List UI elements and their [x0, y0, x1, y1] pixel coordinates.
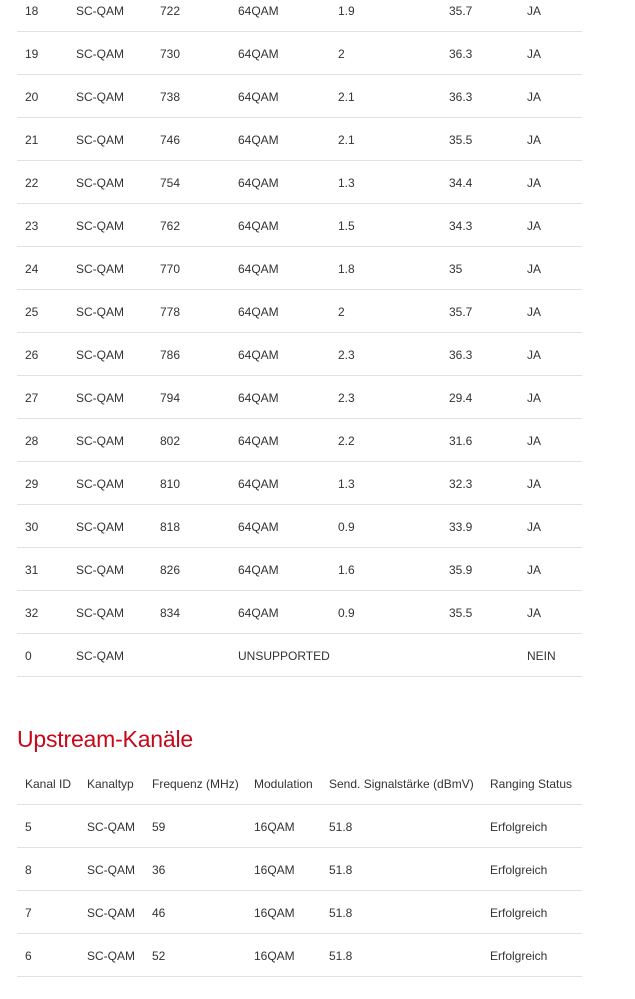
cell-modulation: 64QAM [238, 4, 279, 18]
cell-frequenz: 59 [152, 820, 166, 834]
cell-modulation: 64QAM [238, 305, 279, 319]
cell-kanal-id: 29 [25, 477, 39, 491]
cell-leistung: 0.9 [338, 606, 355, 620]
cell-frequenz: 746 [160, 133, 181, 147]
cell-frequenz: 778 [160, 305, 181, 319]
cell-locked: JA [527, 563, 542, 577]
cell-kanaltyp: SC-QAM [76, 90, 124, 104]
header-modulation: Modulation [254, 777, 313, 791]
cell-kanaltyp: SC-QAM [87, 863, 135, 877]
cell-frequenz: 802 [160, 434, 181, 448]
cell-modulation: 16QAM [254, 949, 295, 963]
header-kanal-id: Kanal ID [25, 777, 72, 791]
cell-leistung: 2.3 [338, 348, 355, 362]
cell-locked: JA [527, 305, 542, 319]
cell-kanaltyp: SC-QAM [76, 133, 124, 147]
cell-snr: 35.7 [449, 305, 473, 319]
cell-locked: JA [527, 520, 542, 534]
cell-kanal-id: 5 [25, 820, 32, 834]
cell-kanaltyp: SC-QAM [76, 4, 124, 18]
cell-kanaltyp: SC-QAM [76, 348, 124, 362]
table-row [17, 161, 582, 204]
cell-kanaltyp: SC-QAM [76, 176, 124, 190]
table-row [17, 333, 582, 376]
upstream-table-header [17, 762, 582, 805]
cell-modulation: 64QAM [238, 348, 279, 362]
cell-modulation: UNSUPPORTED [238, 649, 330, 663]
table-row [17, 290, 582, 333]
cell-snr: 34.4 [449, 176, 473, 190]
cell-frequenz: 36 [152, 863, 166, 877]
cell-locked: JA [527, 391, 542, 405]
cell-locked: JA [527, 262, 542, 276]
cell-kanaltyp: SC-QAM [87, 906, 135, 920]
cell-signalstaerke: 51.8 [329, 863, 353, 877]
table-row [17, 32, 582, 75]
cell-modulation: 64QAM [238, 176, 279, 190]
cell-frequenz: 722 [160, 4, 181, 18]
cell-frequenz: 52 [152, 949, 166, 963]
cell-modulation: 64QAM [238, 219, 279, 233]
cell-leistung: 0.9 [338, 520, 355, 534]
table-row [17, 634, 582, 677]
cell-locked: JA [527, 477, 542, 491]
cell-kanaltyp: SC-QAM [76, 434, 124, 448]
cell-kanaltyp: SC-QAM [76, 262, 124, 276]
cell-leistung: 2.1 [338, 133, 355, 147]
header-kanaltyp: Kanaltyp [87, 777, 134, 791]
table-row [17, 204, 582, 247]
cell-snr: 36.3 [449, 348, 473, 362]
cell-modulation: 16QAM [254, 906, 295, 920]
cell-kanal-id: 6 [25, 949, 32, 963]
cell-ranging-status: Erfolgreich [490, 820, 548, 834]
cell-kanal-id: 19 [25, 47, 39, 61]
cell-locked: JA [527, 4, 542, 18]
cell-modulation: 64QAM [238, 606, 279, 620]
cell-locked: JA [527, 219, 542, 233]
table-row [17, 419, 582, 462]
cell-frequenz: 810 [160, 477, 181, 491]
cell-kanal-id: 18 [25, 4, 39, 18]
table-row [17, 591, 582, 634]
cell-leistung: 1.3 [338, 176, 355, 190]
cell-kanal-id: 27 [25, 391, 39, 405]
cell-snr: 35.5 [449, 606, 473, 620]
cell-kanaltyp: SC-QAM [76, 477, 124, 491]
cell-modulation: 64QAM [238, 477, 279, 491]
header-signalstaerke: Send. Signalstärke (dBmV) [329, 777, 474, 791]
upstream-table [17, 762, 582, 977]
cell-modulation: 16QAM [254, 820, 295, 834]
header-ranging-status: Ranging Status [490, 777, 573, 791]
cell-signalstaerke: 51.8 [329, 949, 353, 963]
table-row [17, 848, 582, 891]
cell-locked: JA [527, 47, 542, 61]
table-row [17, 75, 582, 118]
cell-kanaltyp: SC-QAM [76, 391, 124, 405]
cell-leistung: 1.8 [338, 262, 355, 276]
table-row [17, 118, 582, 161]
cell-kanal-id: 30 [25, 520, 39, 534]
table-row [17, 805, 582, 848]
table-row [17, 0, 582, 32]
cell-signalstaerke: 51.8 [329, 820, 353, 834]
cell-frequenz: 46 [152, 906, 166, 920]
cell-snr: 35.9 [449, 563, 473, 577]
cell-snr: 32.3 [449, 477, 473, 491]
cell-kanaltyp: SC-QAM [87, 820, 135, 834]
cell-leistung: 2 [338, 47, 345, 61]
cell-snr: 34.3 [449, 219, 473, 233]
cell-leistung: 1.9 [338, 4, 355, 18]
cell-kanal-id: 21 [25, 133, 39, 147]
cell-locked: JA [527, 606, 542, 620]
cell-snr: 31.6 [449, 434, 473, 448]
cell-modulation: 64QAM [238, 133, 279, 147]
cell-modulation: 64QAM [238, 47, 279, 61]
cell-locked: JA [527, 434, 542, 448]
table-row [17, 934, 582, 977]
cell-kanal-id: 25 [25, 305, 39, 319]
cell-leistung: 1.3 [338, 477, 355, 491]
cell-leistung: 2.2 [338, 434, 355, 448]
downstream-table-body [17, 0, 582, 677]
cell-frequenz: 834 [160, 606, 181, 620]
upstream-table-body [17, 805, 582, 977]
cell-kanaltyp: SC-QAM [76, 606, 124, 620]
cell-locked: JA [527, 90, 542, 104]
cell-modulation: 64QAM [238, 90, 279, 104]
cell-frequenz: 762 [160, 219, 181, 233]
cell-snr: 35 [449, 262, 463, 276]
cell-locked: JA [527, 348, 542, 362]
cell-leistung: 2.3 [338, 391, 355, 405]
cell-frequenz: 786 [160, 348, 181, 362]
cell-kanaltyp: SC-QAM [76, 219, 124, 233]
cell-modulation: 64QAM [238, 520, 279, 534]
cell-locked: NEIN [527, 649, 556, 663]
cell-kanal-id: 28 [25, 434, 39, 448]
cell-modulation: 64QAM [238, 563, 279, 577]
cell-kanaltyp: SC-QAM [76, 563, 124, 577]
cell-snr: 35.5 [449, 133, 473, 147]
cell-snr: 33.9 [449, 520, 473, 534]
cell-frequenz: 794 [160, 391, 181, 405]
table-row [17, 462, 582, 505]
cell-snr: 35.7 [449, 4, 473, 18]
cell-snr: 36.3 [449, 47, 473, 61]
cell-kanal-id: 7 [25, 906, 32, 920]
cell-kanaltyp: SC-QAM [76, 47, 124, 61]
cell-leistung: 1.5 [338, 219, 355, 233]
table-row [17, 891, 582, 934]
cell-locked: JA [527, 133, 542, 147]
table-row [17, 505, 582, 548]
cell-modulation: 16QAM [254, 863, 295, 877]
table-row [17, 376, 582, 419]
cell-kanaltyp: SC-QAM [76, 520, 124, 534]
cell-modulation: 64QAM [238, 434, 279, 448]
cell-leistung: 1.6 [338, 563, 355, 577]
cell-frequenz: 826 [160, 563, 181, 577]
cell-modulation: 64QAM [238, 391, 279, 405]
cell-signalstaerke: 51.8 [329, 906, 353, 920]
cell-kanal-id: 22 [25, 176, 39, 190]
cell-kanal-id: 23 [25, 219, 39, 233]
cell-kanal-id: 20 [25, 90, 39, 104]
table-row [17, 548, 582, 591]
cell-kanaltyp: SC-QAM [87, 949, 135, 963]
cell-snr: 36.3 [449, 90, 473, 104]
cell-ranging-status: Erfolgreich [490, 949, 548, 963]
cell-kanal-id: 26 [25, 348, 39, 362]
cell-snr: 29.4 [449, 391, 473, 405]
cell-kanal-id: 8 [25, 863, 32, 877]
cell-leistung: 2.1 [338, 90, 355, 104]
cell-kanal-id: 32 [25, 606, 39, 620]
cell-kanal-id: 0 [25, 649, 32, 663]
cell-frequenz: 770 [160, 262, 181, 276]
cell-ranging-status: Erfolgreich [490, 863, 548, 877]
table-row [17, 247, 582, 290]
upstream-section-title: Upstream-Kanäle [17, 726, 193, 752]
cell-kanal-id: 24 [25, 262, 39, 276]
cell-frequenz: 730 [160, 47, 181, 61]
cell-kanaltyp: SC-QAM [76, 649, 124, 663]
cell-frequenz: 738 [160, 90, 181, 104]
cell-kanal-id: 31 [25, 563, 39, 577]
cell-leistung: 2 [338, 305, 345, 319]
header-frequenz: Frequenz (MHz) [152, 777, 239, 791]
cell-modulation: 64QAM [238, 262, 279, 276]
cell-ranging-status: Erfolgreich [490, 906, 548, 920]
downstream-table [17, 0, 582, 677]
cell-frequenz: 754 [160, 176, 181, 190]
cell-kanaltyp: SC-QAM [76, 305, 124, 319]
cell-frequenz: 818 [160, 520, 181, 534]
cell-locked: JA [527, 176, 542, 190]
